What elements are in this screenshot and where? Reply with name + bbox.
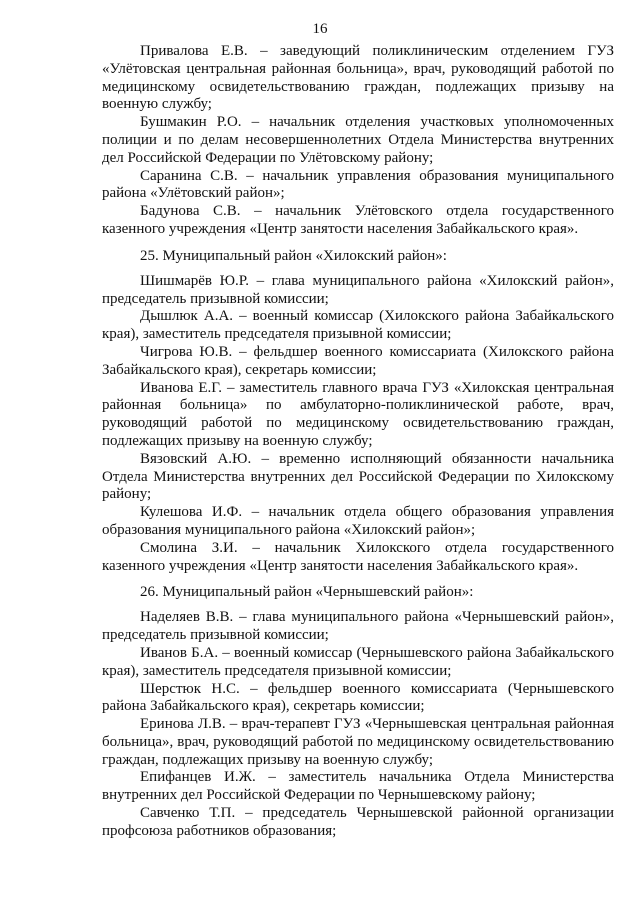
member-entry-privalova: Привалова Е.В. – заведующий поликлиническим отделением ГУЗ «Улётовская центральная районная больница», врач, руководящий работой по медицинскому освидетельствованию граждан, подлежащих призыву на военную службу; bbox=[102, 43, 614, 113]
section-heading-chernyshevsk: 26. Муниципальный район «Чернышевский район»: bbox=[140, 584, 474, 601]
member-entry-savchenko: Савченко Т.П. – председатель Чернышевской районной организации профсоюза работников образования; bbox=[102, 805, 614, 839]
member-entry-ivanov: Иванов Б.А. – военный комиссар (Чернышевского района Забайкальского края), заместитель председателя призывной комиссии; bbox=[102, 644, 614, 679]
member-entry-shishmaryov: Шишмарёв Ю.Р. – глава муниципального района «Хилокский район», председатель призывной комиссии; bbox=[102, 272, 614, 307]
member-entry-vyazovsky: Вязовский А.Ю. – временно исполняющий обязанности начальника Отдела Министерства внутренних дел Российской Федерации по Хилокскому району; bbox=[102, 450, 614, 503]
member-entry-kuleshova: Кулешова И.Ф. – начальник отдела общего образования управления образования муниципального района «Хилокский район»; bbox=[102, 504, 614, 538]
member-entry-sherstyuk: Шерстюк Н.С. – фельдшер военного комиссариата (Чернышевского района Забайкальского края), секретарь комиссии; bbox=[102, 680, 614, 715]
member-entry-nadelyaev: Наделяев В.В. – глава муниципального района «Чернышевский район», председатель призывной комиссии; bbox=[102, 609, 614, 644]
member-entry-badunova: Бадунова С.В. – начальник Улётовского отдела государственного казенного учреждения «Центр занятости населения Забайкальского края». bbox=[102, 203, 614, 237]
member-entry-dyshlyuk: Дышлюк А.А. – военный комиссар (Хилокского района Забайкальского края), заместитель председателя призывной комиссии; bbox=[102, 308, 614, 343]
member-entry-smolina: Смолина З.И. – начальник Хилокского отдела государственного казенного учреждения «Центр занятости населения Забайкальского края». bbox=[102, 539, 614, 574]
member-entry-saranina: Саранина С.В. – начальник управления образования муниципального района «Улётовский район»; bbox=[102, 167, 614, 202]
member-entry-ivanova: Иванова Е.Г. – заместитель главного врача ГУЗ «Хилокская центральная районная больница» по амбулаторно-поликлинической работе, врач, руководящий работой по медицинскому освидетельствованию граждан, подлежащих призыву на военную службу; bbox=[102, 379, 614, 449]
member-entry-epifantsev: Епифанцев И.Ж. – заместитель начальника Отдела Министерства внутренних дел Российской Федерации по Чернышевскому району; bbox=[102, 769, 614, 804]
section-heading-hilok: 25. Муниципальный район «Хилокский район»: bbox=[140, 247, 447, 264]
member-entry-bushmakin: Бушмакин Р.О. – начальник отделения участковых уполномоченных полиции и по делам несовершеннолетних Отдела Министерства внутренних дел Российской Федерации по Улётовскому району; bbox=[102, 114, 614, 166]
document-body bbox=[102, 43, 614, 841]
member-entry-erinova: Еринова Л.В. – врач-терапевт ГУЗ «Чернышевская центральная районная больница», врач, руководящий работой по медицинскому освидетельствованию граждан, подлежащих призыву на военную службу; bbox=[102, 716, 614, 768]
page-number: 16 bbox=[312, 21, 328, 37]
member-entry-chigrova: Чигрова Ю.В. – фельдшер военного комиссариата (Хилокского района Забайкальского края), секретарь комиссии; bbox=[102, 343, 614, 378]
